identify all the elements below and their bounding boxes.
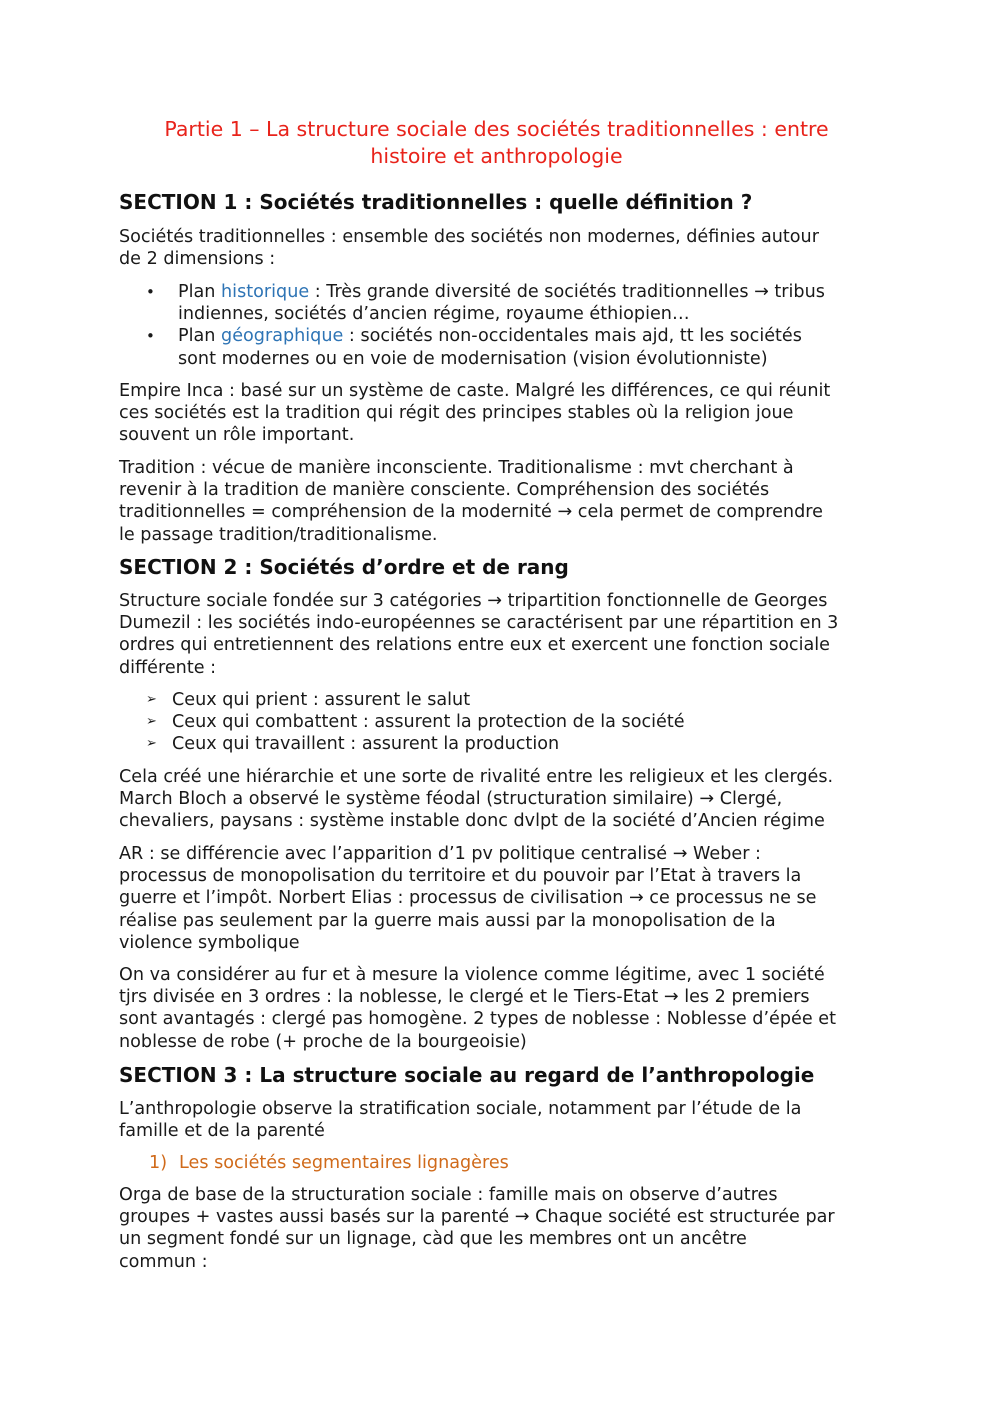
text-line: groupes + vastes aussi basés sur la parenté → Chaque société est structurée par xyxy=(119,1207,835,1228)
text-line: Structure sociale fondée sur 3 catégories → tripartition fonctionnelle de Georges xyxy=(119,591,828,611)
text-span: : sociétés non-occidentales mais ajd, tt les sociétés xyxy=(343,326,802,347)
text-line: Sociétés traditionnelles : ensemble des sociétés non modernes, définies autour xyxy=(119,227,819,247)
text-line: traditionnelles = compréhension de la modernité → cela permet de comprendre xyxy=(119,502,823,523)
arrow-bullet-icon: ➢ xyxy=(146,736,157,752)
text-line: sont avantagés : clergé pas homogène. 2 types de noblesse : Noblesse d’épée et xyxy=(119,1009,836,1030)
section-2-paragraph-3 xyxy=(119,843,879,954)
arrow-bullet-icon: ➢ xyxy=(146,714,157,730)
list-item-text: Ceux qui prient : assurent le salut xyxy=(172,690,471,710)
text-line: un segment fondé sur un lignage, càd que les membres ont un ancêtre xyxy=(119,1229,747,1250)
bullet-dot-icon: • xyxy=(146,327,155,346)
text-line: sont modernes ou en voie de modernisation (vision évolutionniste) xyxy=(178,348,768,369)
list-item xyxy=(146,689,876,711)
text-span: Plan xyxy=(178,282,222,302)
section-2-paragraph-2 xyxy=(119,766,879,833)
section-2-bullet-list xyxy=(146,689,876,756)
section-2-intro xyxy=(119,590,879,679)
text-span: : Très grande diversité de sociétés traditionnelles → tribus xyxy=(309,282,825,302)
text-line: AR : se différencie avec l’apparition d’1 pv politique centralisé → Weber : xyxy=(119,844,761,864)
list-item xyxy=(146,281,876,325)
text-line: le passage tradition/traditionalisme. xyxy=(119,524,438,545)
highlight-geographique: géographique xyxy=(221,326,344,347)
section-3-intro xyxy=(119,1098,879,1142)
arrow-bullet-icon: ➢ xyxy=(146,692,157,707)
text-line: ces sociétés est la tradition qui régit des principes stables où la religion joue xyxy=(119,403,794,424)
text-line: ordres qui entretiennent des relations entre eux et exercent une fonction sociale xyxy=(119,635,830,656)
text-span: Plan xyxy=(178,326,222,347)
text-line: March Bloch a observé le système féodal (structuration similaire) → Clergé, xyxy=(119,789,783,810)
text-line: Cela créé une hiérarchie et une sorte de rivalité entre les religieux et les clergés. xyxy=(119,767,834,787)
list-item xyxy=(146,325,876,369)
list-item-text: Ceux qui travaillent : assurent la production xyxy=(172,734,560,755)
section-1-paragraph-3 xyxy=(119,457,879,546)
text-line: Orga de base de la structuration sociale : famille mais on observe d’autres xyxy=(119,1185,778,1205)
text-line: tjrs divisée en 3 ordres : la noblesse, le clergé et le Tiers-Etat → les 2 premiers xyxy=(119,987,810,1008)
section-1-bullet-list xyxy=(146,281,876,370)
text-line: de 2 dimensions : xyxy=(119,249,276,270)
text-line: guerre et l’impôt. Norbert Elias : processus de civilisation → ce processus ne se xyxy=(119,888,817,909)
text-line: différente : xyxy=(119,657,217,678)
section-1-paragraph-2 xyxy=(119,380,879,447)
title-line-1: Partie 1 – La structure sociale des sociétés traditionnelles : entre xyxy=(164,117,829,141)
section-1-intro xyxy=(119,226,879,270)
list-item-text: Ceux qui combattent : assurent la protection de la société xyxy=(172,712,685,733)
text-line: noblesse de robe (+ proche de la bourgeoisie) xyxy=(119,1031,527,1052)
text-line: Empire Inca : basé sur un système de caste. Malgré les différences, ce qui réunit xyxy=(119,381,831,401)
text-line: famille et de la parenté xyxy=(119,1121,325,1142)
section-3-heading: SECTION 3 : La structure sociale au regard de l’anthropologie xyxy=(119,1063,815,1087)
bullet-dot-icon: • xyxy=(146,283,155,301)
subheading-1 xyxy=(149,1152,869,1174)
section-2-heading: SECTION 2 : Sociétés d’ordre et de rang xyxy=(119,555,569,579)
subheading-number: 1) xyxy=(149,1153,168,1173)
text-line: souvent un rôle important. xyxy=(119,425,355,446)
text-line: L’anthropologie observe la stratification sociale, notamment par l’étude de la xyxy=(119,1099,802,1119)
text-line: processus de monopolisation du territoire et du pouvoir par l’Etat à travers la xyxy=(119,866,802,887)
text-line: violence symbolique xyxy=(119,932,300,953)
section-3-paragraph-2 xyxy=(119,1184,879,1273)
list-item xyxy=(146,733,876,755)
page-title xyxy=(100,116,893,170)
title-line-2: histoire et anthropologie xyxy=(370,144,623,168)
text-line: Tradition : vécue de manière inconsciente. Traditionalisme : mvt cherchant à xyxy=(119,458,794,478)
text-line: chevaliers, paysans : système instable donc dvlpt de la société d’Ancien régime xyxy=(119,811,825,832)
text-line: réalise pas seulement par la guerre mais aussi par la monopolisation de la xyxy=(119,910,776,931)
list-item xyxy=(146,711,876,733)
text-line: commun : xyxy=(119,1251,208,1272)
text-line: On va considérer au fur et à mesure la violence comme légitime, avec 1 société xyxy=(119,965,825,985)
section-2-paragraph-4 xyxy=(119,964,879,1053)
text-line: revenir à la tradition de manière consciente. Compréhension des sociétés xyxy=(119,480,770,501)
subheading-label: Les sociétés segmentaires lignagères xyxy=(179,1153,509,1173)
highlight-historique: historique xyxy=(221,282,310,302)
section-1-heading: SECTION 1 : Sociétés traditionnelles : quelle définition ? xyxy=(119,190,753,214)
text-line: Dumezil : les sociétés indo-européennes se caractérisent par une répartition en 3 xyxy=(119,613,839,634)
text-line: indiennes, sociétés d’ancien régime, royaume éthiopien… xyxy=(178,304,690,325)
